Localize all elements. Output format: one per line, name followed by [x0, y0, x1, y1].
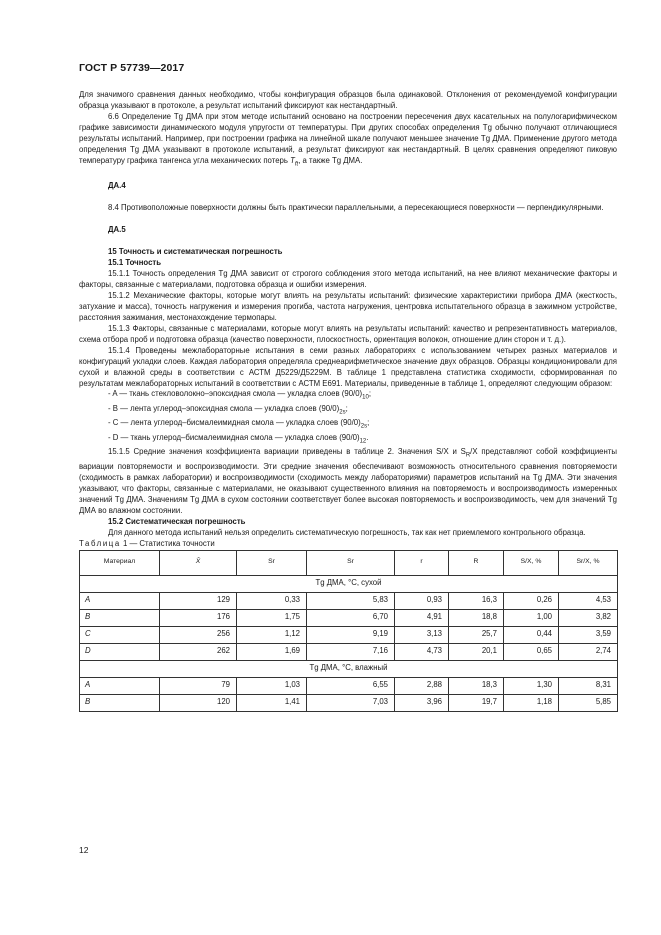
- section-da5: ДА.5: [108, 225, 126, 235]
- section-da4: ДА.4: [108, 181, 126, 191]
- page-body: [79, 90, 617, 712]
- heading-15: 15 Точность и систематическая погрешность: [108, 247, 283, 257]
- table-caption: Таблица 1 — Статистика точности: [79, 538, 215, 548]
- table-row: A 79 1,03 6,55 2,88 18,3 1,30 8,31: [80, 677, 618, 694]
- paragraph-15-1-2: 15.1.2 Механические факторы, которые могут влиять на результаты испытаний: физические характеристики прибора ДМА (жесткость, затухание и масса), точность нагружения и измерения прогиба, частота нагружения, центровка испытательного образца в зажимном устройстве, расстояния зажимания, местонахождение термопары.: [79, 290, 617, 322]
- paragraph: Для значимого сравнения данных необходимо, чтобы конфигурация образцов была одинаковой. Отклонения от рекомендуемой конфигурации образца указывают в протоколе, а результат испытаний фиксируют как нестандартный.: [79, 90, 617, 110]
- column-header: Sr: [307, 550, 395, 575]
- page-number: 12: [79, 845, 89, 855]
- table-group-row: [80, 660, 618, 677]
- column-header: Sr/X, %: [559, 550, 618, 575]
- column-header: Sr: [237, 550, 307, 575]
- table-row: B 120 1,41 7,03 3,96 19,7 1,18 5,85: [80, 694, 618, 711]
- table-row: B 176 1,75 6,70 4,91 18,8 1,00 3,82: [80, 609, 618, 626]
- column-header: S/X, %: [504, 550, 559, 575]
- paragraph-15-2: Для данного метода испытаний нельзя определить систематическую погрешность, так как нет приемлемого контрольного образца.: [108, 527, 586, 537]
- heading-15-1: 15.1 Точность: [108, 258, 162, 268]
- table-header-row: [80, 550, 618, 575]
- paragraph-6-6: 6.6 Определение Tg ДМА при этом методе испытаний основано на построении пересечения двух касательных на полулогарифмическом графике зависимости динамического модуля упругости от температуры. При других способах определения Tg обычно получают отличающиеся результаты испытаний. Например, при построении графика на линейной шкале получают меньшее значение Tg ДМА. Применение другого метода определения Tg ДМА указывают в протоколе испытаний, а результат фиксируют как нестандартный. В целях сравнения определяют пиковую температуру графика тангенса угла механических потерь $T_{ft}$, а также Tg ДМА.: [79, 111, 617, 168]
- column-header: r: [395, 550, 449, 575]
- group-label-dry: Tg ДМА, °С, сухой: [80, 575, 618, 592]
- table-group-row: [80, 575, 618, 592]
- list-item: - D — ткань углерод–бисмалеимидная смола — укладка слоев $(90/0)_{12}$.: [108, 432, 369, 445]
- paragraph-15-1-4: 15.1.4 Проведены межлабораторные испытания в семи разных лабораториях с использованием четырех разных материалов и конфигураций укладки слоев. Каждая лаборатория определяла среднеарифметическое значение двух образцов. Образцы кондиционировали для сухой и влажной среды в соответствии с АСТМ Д5229/Д5229М. В таблице 1 представлена статистика сходимости, сформированная по результатам межлабораторных испытаний в соответствии с АСТМ Е691. Материалы, приведенные в таблице 1, определяют следующим образом:: [79, 345, 617, 388]
- table-row: A 129 0,33 5,83 0,93 16,3 0,26 4,53: [80, 592, 618, 609]
- list-item: - B — лента углерод–эпоксидная смола — укладка слоев $(90/0)_{2s}$;: [108, 403, 348, 416]
- list-item: - C — лента углерод–бисмалеимидная смола — укладка слоев $(90/0)_{2s}$;: [108, 418, 370, 431]
- column-header: R: [449, 550, 504, 575]
- precision-table: [79, 550, 618, 712]
- paragraph-15-1-3: 15.1.3 Факторы, связанные с материалами, которые могут влиять на результаты испытаний: качество и репрезентативность материалов, схема отбора проб и подготовка образца (качество поверхности, плоскостность, ориентация волокон, отношение длин сторон и т. д.).: [79, 323, 617, 344]
- paragraph-15-1-1: 15.1.1 Точность определения Tg ДМА зависит от строгого соблюдения этого метода испытаний, на нее влияют механические факторы и факторы, связанные с материалами, подготовка образца и ошибки измерения.: [79, 268, 617, 289]
- paragraph-8-4: 8.4 Противоположные поверхности должны быть практически параллельными, а пересекающиеся поверхности — перпендикулярными.: [108, 203, 604, 213]
- group-label-wet: Tg ДМА, °С, влажный: [80, 660, 618, 677]
- list-item: - A — ткань стекловолокно–эпоксидная смола — укладка слоев $(90/0)_{10}$;: [108, 389, 371, 402]
- paragraph-15-1-5: 15.1.5 Средние значения коэффициента вариации приведены в таблице 2. Значения S/X и $S_R/X$ представляют собой коэффициенты вариации повторяемости и воспроизводимости. Эти средние значения обеспечивают возможность относительного сравнения повторяемости (сходимость в рамках лаборатории) и воспроизводимости (сходимость между лабораториями) параметров испытаний на Tg ДМА. Эти значения указывают, что факторы, связанные с материалами, не оказывают существенного влияния на повторяемость и воспроизводимость измеренных значений Tg ДМА. Значениям Tg ДМА в сухом состоянии соответствует более высокая повторяемость и воспроизводимость, чем для значений Tg ДМА во влажном состоянии.: [79, 447, 617, 515]
- column-header: X̄: [160, 550, 237, 575]
- heading-15-2: 15.2 Систематическая погрешность: [108, 516, 246, 526]
- table-row: C 256 1,12 9,19 3,13 25,7 0,44 3,59: [80, 626, 618, 643]
- column-header: Материал: [80, 550, 160, 575]
- document-header: ГОСТ Р 57739—2017: [79, 62, 185, 74]
- table-row: D 262 1,69 7,16 4,73 20,1 0,65 2,74: [80, 643, 618, 660]
